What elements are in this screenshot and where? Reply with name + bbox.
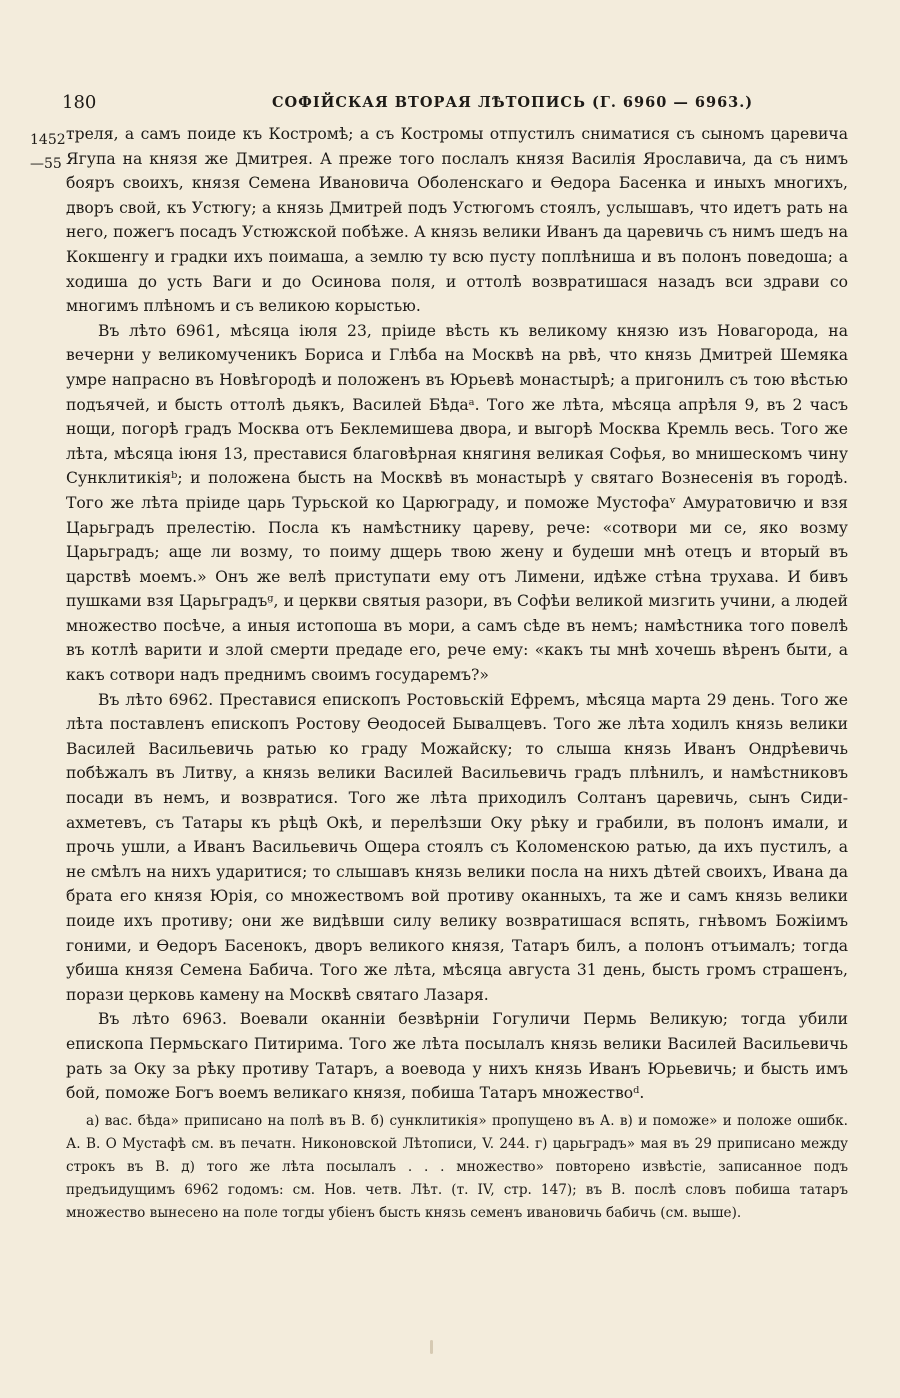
page-header xyxy=(62,92,842,116)
running-title: СОФІЙСКАЯ ВТОРАЯ ЛѢТОПИСЬ (Г. 6960 — 6963.) xyxy=(272,94,754,111)
paper-mark xyxy=(430,1340,433,1354)
paragraph-2: Въ лѣто 6961, мѣсяца іюля 23, пріиде вѣсть къ великому князю изъ Новагорода, на вечерни у великомученикъ Бориса и Глѣба на Москвѣ на рвѣ, что князь Дмитрей Шемяка умре напрасно въ Новѣгородѣ и положенъ въ Юрьевѣ монастырѣ; а пригонилъ съ тою вѣстью подъячей, и бысть оттолѣ дьякъ, Василей Бѣдаᵃ. Того же лѣта, мѣсяца апрѣля 9, въ 2 часъ нощи, погорѣ градъ Москва отъ Беклемишева двора, и выгорѣ Москва Кремль весь. Того же лѣта, мѣсяца іюня 13, преставися благовѣрная княгиня великая Софья, во мнишескомъ чину Сунклитикіяᵇ; и положена бысть на Москвѣ въ монастырѣ у святаго Вознесенія въ городѣ. Того же лѣта пріиде царь Турьской ко Царюграду, и поможе Мустофаᵛ Амуратовичю и взя Царьградъ прелестію. Посла къ намѣстнику цареву, рече: «сотвори ми се, яко возму Царьградъ; аще ли возму, то поиму дщерь твою жену и будеши мнѣ отецъ и вторый въ царствѣ моемъ.» Онъ же велѣ приступати ему отъ Лимени, идѣже стѣна трухава. И бивъ пушками взя Царьградъᵍ, и церкви святыя разори, въ Софѣи великой мизгить учини, а людей множество посѣче, а иныя истопоша въ мори, а самъ сѣде въ немъ; намѣстника того повелѣ въ котлѣ варити и злой смерти предаде его, рече ему: «какъ ты мнѣ хочешь вѣренъ быти, а какъ сотвори надъ преднимъ своимъ государемъ?» xyxy=(66,321,848,685)
paragraph-1: треля, а самъ поиде къ Костромѣ; а съ Костромы отпустилъ сниматися съ сыномъ царевича Ягупа на князя же Дмитрея. А преже того послалъ князя Василія Ярославича, да съ нимъ бояръ своихъ, князя Семена Ивановича Оболенскаго и Ѳедора Басенка и иныхъ многихъ, дворъ свой, къ Устюгу; а князь Дмитрей подъ Устюгомъ стоялъ, услышавъ, что идетъ рать на него, пожегъ посадъ Устюжской побѣже. А князь велики Иванъ да царевичь съ нимъ шедъ на Кокшенгу и градки ихъ поимаша, а землю ту всю пусту поплѣниша и въ полонъ поведоша; а ходиша до усть Ваги и до Осинова поля, и оттолѣ возвратишася назадъ вси здрави со многимъ плѣномъ и съ великою корыстью. xyxy=(66,125,848,316)
footnotes xyxy=(66,1110,848,1225)
margin-year-end: —55 xyxy=(30,156,62,172)
paragraph-3: Въ лѣто 6962. Преставися епископъ Ростовьскій Ефремъ, мѣсяца марта 29 день. Того же лѣта поставленъ епископъ Ростову Ѳеодосей Бывалцевъ. Того же лѣта ходилъ князь велики Василей Васильевичь ратью ко граду Можайску; то слыша князь Иванъ Ондрѣевичь побѣжалъ въ Литву, а князь велики Василей Васильевичь градъ плѣнилъ, и намѣстниковъ посади въ немъ, и возвратися. Того же лѣта приходилъ Солтанъ царевичь, сынъ Сиди-ахметевъ, съ Татары къ рѣцѣ Окѣ, и перелѣзши Оку рѣку и грабили, въ полонъ имали, и прочь ушли, а Иванъ Васильевичь Ощера стоялъ съ Коломенскою ратью, да ихъ пустилъ, а не смѣлъ на нихъ ударитися; то слышавъ князь велики посла на нихъ дѣтей своихъ, Ивана да брата его князя Юрія, со множествомъ вой противу оканныхъ, та же и самъ князь велики поиде ихъ противу; они же видѣвши силу велику возвратишася вспять, гнѣвомъ Божіимъ гоними, и Ѳедоръ Басенокъ, дворъ великого князя, Татаръ билъ, а полонъ отъималъ; тогда убиша князя Семена Бабича. Того же лѣта, мѣсяца августа 31 день, бысть громъ страшенъ, порази церковь камену на Москвѣ святаго Лазаря. xyxy=(66,690,848,1004)
margin-year-note xyxy=(30,128,66,176)
page-number: 180 xyxy=(62,92,97,113)
footnote-text: а) вас. бѣда» приписано на полѣ въ В. б) сунклитикія» пропущено въ А. в) и поможе» и положе ошибк. А. В. О Мустафѣ см. въ печатн. Никоновской Лѣтописи, V. 244. г) царьградъ» мая въ 29 приписано между строкъ въ В. д) того же лѣта посылалъ . . . множество» повторено извѣстіе, записанное подъ предъидущимъ 6962 годомъ: см. Нов. четв. Лѣт. (т. IV, стр. 147); въ В. послѣ словъ побиша татаръ множество вынесено на поле тогды убіенъ бысть князь семенъ ивановичь бабичь (см. выше). xyxy=(66,1113,848,1221)
chronicle-text xyxy=(66,122,848,1106)
margin-year-start: 1452 xyxy=(30,132,66,148)
paragraph-4: Въ лѣто 6963. Воевали оканніи безвѣрніи Гогуличи Пермь Великую; тогда убили епископа Пермьскаго Питирима. Того же лѣта посылалъ князь велики Василей Васильевичь рать за Оку за рѣку противу Татаръ, а воевода у нихъ князь Иванъ Юрьевичь; и бысть имъ бой, поможе Богъ воемъ великаго князя, побиша Татаръ множествоᵈ. xyxy=(66,1010,848,1103)
